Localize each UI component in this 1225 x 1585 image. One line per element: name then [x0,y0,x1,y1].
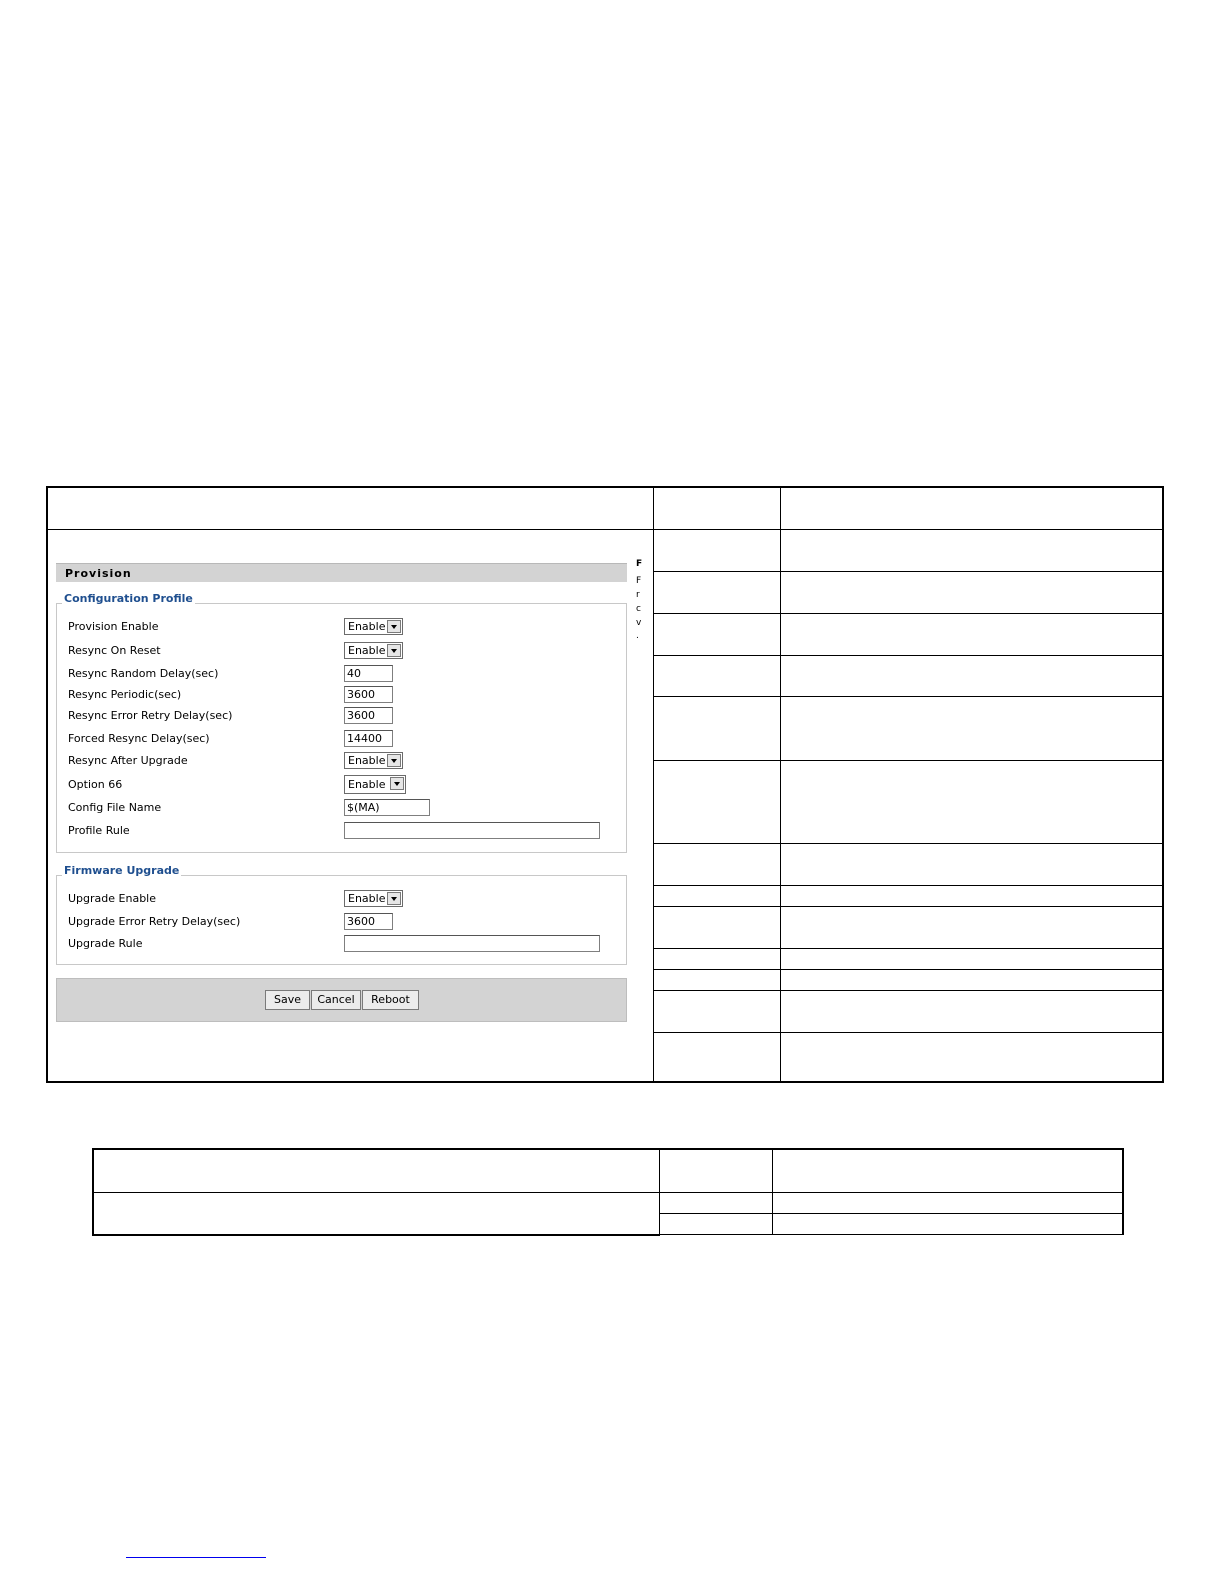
cutoff-text-fragment: F [636,559,643,569]
table-row-divider [654,906,1162,907]
bottom-table-bottom-border [92,1234,660,1236]
upgrade-enable-label: Upgrade Enable [68,892,156,905]
configuration-profile-legend: Configuration Profile [64,592,193,605]
resync-after-upgrade-select[interactable] [344,752,403,769]
firmware-upgrade-legend: Firmware Upgrade [64,864,180,877]
resync-periodic-input[interactable]: 3600 [344,686,393,703]
save-button[interactable]: Save [265,990,310,1010]
provision-enable-select[interactable] [344,618,403,635]
option-66-value: Enable [348,778,386,791]
table-header-divider [47,529,1162,530]
resync-on-reset-select[interactable] [344,642,403,659]
option-66-select[interactable] [344,775,406,794]
provision-enable-label: Provision Enable [68,620,159,633]
resync-periodic-label: Resync Periodic(sec) [68,688,182,701]
resync-after-upgrade-value: Enable [348,754,386,767]
cancel-button[interactable]: Cancel [311,990,361,1010]
upgrade-rule-label: Upgrade Rule [68,937,143,950]
table-row-divider [654,843,1162,844]
upgrade-enable-value: Enable [348,892,386,905]
table-row-divider [654,990,1162,991]
upgrade-rule-input[interactable] [344,935,600,952]
option-66-label: Option 66 [68,778,123,791]
table-column-divider [653,487,654,1082]
reboot-button[interactable]: Reboot [362,990,419,1010]
resync-random-delay-label: Resync Random Delay(sec) [68,667,219,680]
upgrade-error-retry-delay-input[interactable]: 3600 [344,913,393,930]
upgrade-error-retry-delay-label: Upgrade Error Retry Delay(sec) [68,915,241,928]
table-row-divider [654,969,1162,970]
config-file-name-input[interactable]: $(MA) [344,799,430,816]
cutoff-text-fragment: r [636,590,640,600]
chevron-down-icon[interactable] [390,777,404,790]
upgrade-enable-select[interactable] [344,890,403,907]
chevron-down-icon[interactable] [387,620,401,633]
table-row-divider [654,696,1162,697]
config-file-name-label: Config File Name [68,801,162,814]
profile-rule-label: Profile Rule [68,824,130,837]
section-title: Provision [56,563,627,582]
resync-on-reset-label: Resync On Reset [68,644,161,657]
hyperlink-underline[interactable] [126,1557,266,1558]
chevron-down-icon[interactable] [387,644,401,657]
resync-after-upgrade-label: Resync After Upgrade [68,754,188,767]
chevron-down-icon[interactable] [387,892,401,905]
bottom-table-row-divider [660,1213,1123,1214]
profile-rule-input[interactable] [344,822,600,839]
resync-error-retry-delay-input[interactable]: 3600 [344,707,393,724]
table-row-divider [654,885,1162,886]
bottom-table-top-border [92,1148,1124,1150]
table-row-divider [654,760,1162,761]
cutoff-text-fragment: . [636,631,639,641]
cutoff-text-fragment: F [636,576,642,586]
forced-resync-delay-label: Forced Resync Delay(sec) [68,732,210,745]
configuration-profile-fieldset [56,603,627,853]
table-column-divider [780,487,781,1082]
resync-on-reset-value: Enable [348,644,386,657]
bottom-table-row-divider [660,1234,1123,1235]
resync-error-retry-delay-label: Resync Error Retry Delay(sec) [68,709,233,722]
forced-resync-delay-input[interactable]: 14400 [344,730,393,747]
table-row-divider [654,571,1162,572]
cutoff-text-fragment: c [636,604,641,614]
provision-enable-value: Enable [348,620,386,633]
table-row-divider [654,613,1162,614]
table-row-divider [654,948,1162,949]
chevron-down-icon[interactable] [387,754,401,767]
cutoff-text-fragment: v [636,618,642,628]
table-row-divider [654,1032,1162,1033]
bottom-table-header-divider [93,1192,1123,1193]
table-row-divider [654,655,1162,656]
resync-random-delay-input[interactable]: 40 [344,665,393,682]
